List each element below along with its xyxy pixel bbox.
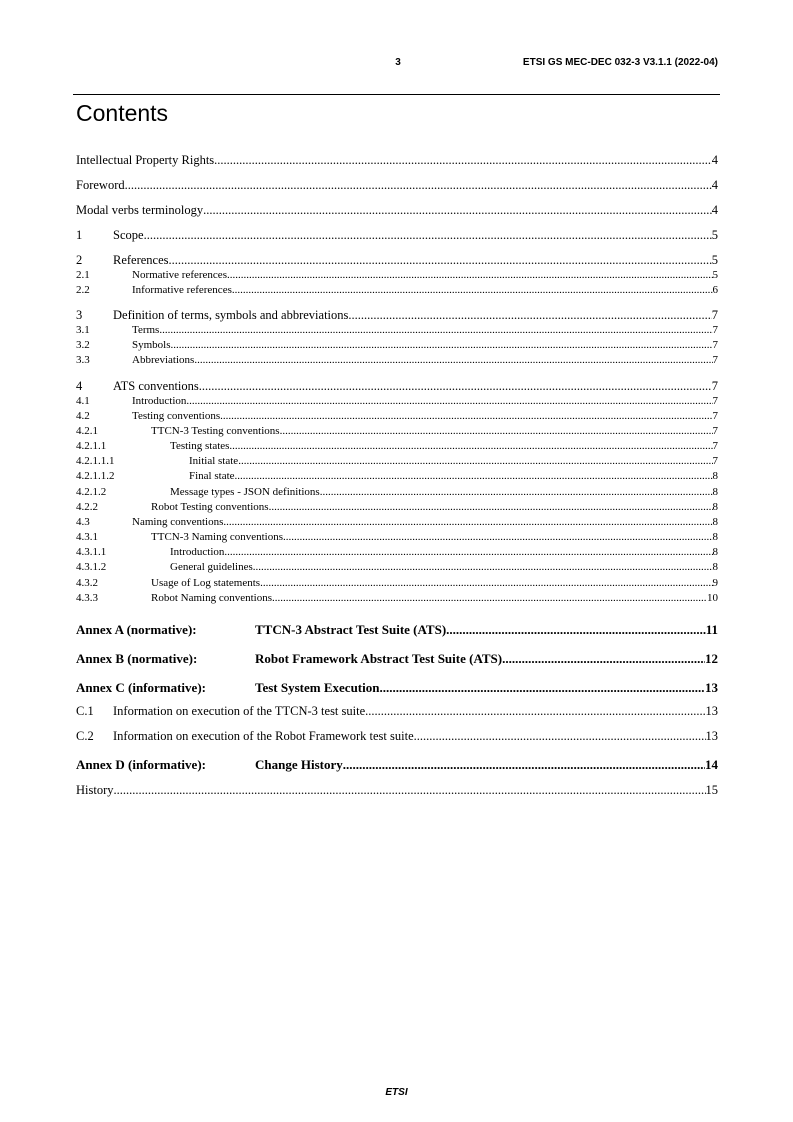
toc-leader-dots (114, 783, 706, 798)
toc-entry[interactable] (76, 284, 718, 296)
toc-entry-page: 11 (705, 622, 718, 637)
toc-entry-page: 6 (712, 284, 718, 296)
toc-entry-label: Robot Naming conventions (151, 592, 272, 604)
toc-entry-number: 1 (76, 228, 83, 242)
toc-entry[interactable] (76, 339, 718, 351)
toc-entry-number: 4.3.2 (76, 577, 98, 589)
toc-entry-label: Message types - JSON definitions (170, 486, 320, 498)
toc-entry-number: 4 (76, 379, 83, 393)
toc-entry-page: 8 (712, 486, 718, 498)
toc-entry-label: Final state (189, 470, 235, 482)
toc-entry-page: 7 (712, 425, 718, 437)
toc-entry-number: C.2 (76, 729, 94, 743)
toc-entry-number: 4.2.1 (76, 425, 98, 437)
toc-entry-label: Test System Execution (255, 680, 380, 695)
footer-logo-text: ETSI (385, 1087, 408, 1098)
toc-leader-dots (224, 546, 712, 558)
toc-leader-dots (446, 622, 706, 638)
toc-entry[interactable] (76, 577, 718, 589)
toc-entry[interactable] (76, 440, 718, 452)
toc-leader-dots (283, 531, 713, 543)
toc-leader-dots (229, 440, 712, 452)
toc-entry[interactable] (76, 651, 718, 667)
toc-entry[interactable] (76, 680, 718, 696)
toc-entry-label: Naming conventions (132, 516, 224, 528)
toc-entry-number: Annex D (informative): (76, 757, 206, 772)
toc-entry-page: 8 (712, 470, 718, 482)
toc-entry-label: Initial state (189, 455, 239, 467)
toc-entry[interactable] (76, 324, 718, 336)
toc-entry-label: Symbols (132, 339, 171, 351)
document-id: ETSI GS MEC-DEC 032-3 V3.1.1 (2022-04) (522, 57, 718, 68)
toc-entry-label: Usage of Log statements (151, 577, 261, 589)
toc-entry[interactable] (76, 561, 718, 573)
toc-entry-number: 4.3.1.2 (76, 561, 107, 573)
toc-entry[interactable] (76, 531, 718, 543)
toc-entry-number: 4.3.3 (76, 592, 98, 604)
toc-entry-number: 4.2.2 (76, 501, 98, 513)
toc-leader-dots (365, 704, 705, 719)
toc-leader-dots (203, 203, 712, 218)
toc-entry-number: Annex C (informative): (76, 680, 206, 695)
toc-entry-page: 7 (712, 455, 718, 467)
toc-entry[interactable] (76, 203, 718, 218)
toc-entry[interactable] (76, 622, 718, 638)
toc-leader-dots (171, 339, 713, 351)
toc-entry-label: References (113, 253, 169, 267)
toc-entry-label: Introduction (132, 395, 187, 407)
page-title: Contents (76, 100, 169, 126)
toc-entry-number: 4.3.1 (76, 531, 98, 543)
toc-entry[interactable] (76, 379, 718, 394)
toc-leader-dots (269, 501, 713, 513)
toc-leader-dots (169, 253, 712, 268)
toc-leader-dots (194, 354, 712, 366)
toc-entry[interactable] (76, 516, 718, 528)
toc-leader-dots (144, 228, 712, 243)
page-number: 3 (395, 57, 401, 68)
toc-leader-dots (125, 178, 712, 193)
toc-entry-number: 3.1 (76, 324, 90, 336)
toc-leader-dots (214, 153, 712, 168)
toc-entry-number: 4.3 (76, 516, 90, 528)
toc-entry-page: 5 (711, 228, 718, 242)
toc-entry[interactable] (76, 757, 718, 773)
toc-entry-page: 7 (712, 339, 718, 351)
toc-leader-dots (223, 516, 712, 528)
toc-entry-page: 13 (705, 704, 718, 718)
toc-entry-number: C.1 (76, 704, 94, 718)
toc-leader-dots (414, 729, 706, 744)
toc-entry-page: 10 (707, 592, 718, 604)
toc-entry[interactable] (76, 395, 718, 407)
toc-entry-page: 4 (711, 153, 718, 167)
toc-entry[interactable] (76, 783, 718, 798)
toc-leader-dots (272, 592, 707, 604)
toc-entry-label: Terms (132, 324, 160, 336)
toc-leader-dots (227, 269, 713, 281)
toc-entry[interactable] (76, 228, 718, 243)
toc-entry-page: 12 (705, 651, 718, 666)
toc-entry-label: Normative references (132, 269, 227, 281)
toc-entry[interactable] (76, 455, 718, 467)
toc-leader-dots (220, 410, 712, 422)
toc-entry[interactable] (76, 425, 718, 437)
toc-entry-label: ATS conventions (113, 379, 199, 393)
toc-entry[interactable] (76, 704, 718, 719)
toc-entry[interactable] (76, 269, 718, 281)
toc-entry-label: History (76, 783, 114, 797)
toc-leader-dots (348, 308, 711, 323)
toc-entry-page: 13 (705, 729, 718, 743)
toc-entry-page: 14 (705, 757, 718, 772)
toc-entry-label: General guidelines (170, 561, 253, 573)
toc-leader-dots (235, 470, 713, 482)
toc-entry-page: 15 (705, 783, 718, 797)
toc-entry-page: 7 (712, 440, 718, 452)
toc-leader-dots (280, 425, 713, 437)
toc-entry-label: Testing conventions (132, 410, 221, 422)
toc-entry-page: 13 (705, 680, 718, 695)
toc-entry-number: 2.2 (76, 284, 90, 296)
toc-entry-page: 9 (712, 577, 718, 589)
toc-entry-page: 7 (712, 395, 718, 407)
toc-entry[interactable] (76, 308, 718, 323)
toc-leader-dots (238, 455, 712, 467)
toc-entry-label: Foreword (76, 178, 125, 192)
toc-entry-label: Robot Framework Abstract Test Suite (ATS) (255, 651, 503, 666)
toc-entry-page: 7 (712, 324, 718, 336)
toc-entry[interactable] (76, 253, 718, 268)
toc-entry-label: Informative references (132, 284, 232, 296)
toc-entry-page: 5 (711, 253, 718, 267)
toc-entry-label: Abbreviations (132, 354, 195, 366)
toc-leader-dots (343, 757, 705, 773)
toc-entry-page: 7 (711, 379, 718, 393)
toc-entry-label: TTCN-3 Abstract Test Suite (ATS) (255, 622, 447, 637)
toc-entry-number: 4.2.1.2 (76, 486, 107, 498)
toc-leader-dots (159, 324, 712, 336)
toc-entry-page: 4 (711, 203, 718, 217)
toc-leader-dots (253, 561, 713, 573)
toc-leader-dots (232, 284, 713, 296)
toc-entry-number: 4.2 (76, 410, 90, 422)
toc-leader-dots (320, 486, 713, 498)
toc-entry-page: 7 (711, 308, 718, 322)
toc-leader-dots (260, 577, 712, 589)
toc-entry-page: 8 (712, 531, 718, 543)
header-rule (73, 94, 720, 95)
toc-entry-label: Information on execution of the Robot Framework test suite (113, 729, 414, 743)
toc-entry-label: Information on execution of the TTCN-3 test suite (113, 704, 366, 718)
toc-leader-dots (502, 651, 705, 667)
toc-entry-page: 7 (712, 410, 718, 422)
toc-entry-label: Scope (113, 228, 144, 242)
toc-entry[interactable] (76, 354, 718, 366)
toc-entry-number: 3 (76, 308, 83, 322)
toc-entry-page: 4 (711, 178, 718, 192)
toc-entry-number: Annex A (normative): (76, 622, 197, 637)
toc-entry-label: Robot Testing conventions (151, 501, 269, 513)
toc-entry-number: 3.2 (76, 339, 90, 351)
toc-entry-label: Intellectual Property Rights (76, 153, 215, 167)
toc-entry-label: TTCN-3 Naming conventions (151, 531, 283, 543)
toc-entry-page: 5 (712, 269, 718, 281)
toc-entry-number: 4.1 (76, 395, 90, 407)
toc-entry[interactable] (76, 153, 718, 168)
toc-leader-dots (379, 680, 705, 696)
toc-entry-number: 4.2.1.1.1 (76, 455, 115, 467)
toc-entry-label: Modal verbs terminology (76, 203, 204, 217)
toc-entry[interactable] (76, 501, 718, 513)
toc-leader-dots (199, 379, 712, 394)
toc-entry[interactable] (76, 729, 718, 744)
toc-entry[interactable] (76, 546, 718, 558)
toc-entry[interactable] (76, 178, 718, 193)
toc-entry[interactable] (76, 410, 718, 422)
toc-entry-number: 2.1 (76, 269, 90, 281)
toc-entry-label: Testing states (170, 440, 230, 452)
toc-entry-number: 2 (76, 253, 83, 267)
toc-entry[interactable] (76, 486, 718, 498)
toc-entry-label: Definition of terms, symbols and abbreviations (113, 308, 349, 322)
toc-entry-number: 3.3 (76, 354, 90, 366)
toc-entry-label: Change History (255, 757, 343, 772)
toc-entry-page: 8 (712, 516, 718, 528)
toc-entry-page: 7 (712, 354, 718, 366)
toc-leader-dots (186, 395, 712, 407)
toc-entry-label: Introduction (170, 546, 225, 558)
toc-entry-number: Annex B (normative): (76, 651, 198, 666)
toc-entry-page: 8 (712, 546, 718, 558)
toc-entry-number: 4.2.1.1 (76, 440, 107, 452)
toc-entry[interactable] (76, 592, 718, 604)
toc-entry-number: 4.2.1.1.2 (76, 470, 115, 482)
toc-entry-number: 4.3.1.1 (76, 546, 107, 558)
toc-entry[interactable] (76, 470, 718, 482)
toc-entry-page: 8 (712, 561, 718, 573)
toc-entry-label: TTCN-3 Testing conventions (151, 425, 280, 437)
toc-entry-page: 8 (712, 501, 718, 513)
